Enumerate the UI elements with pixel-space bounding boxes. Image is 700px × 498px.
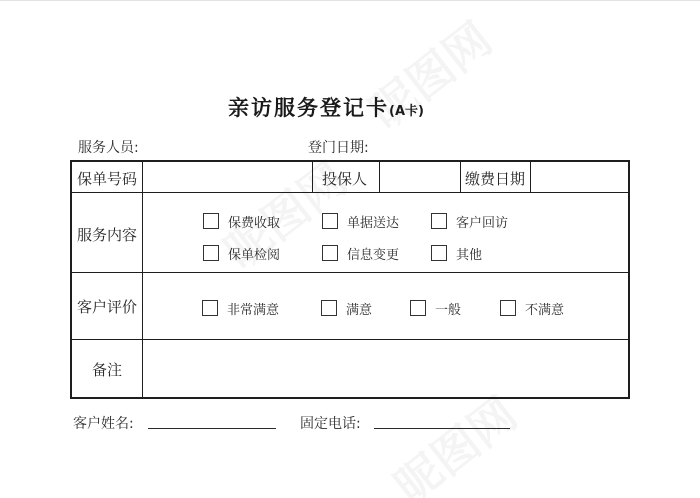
checkbox[interactable] [321,300,337,316]
customer-name-label: 客户姓名: [73,416,134,432]
policy-number-field[interactable] [144,164,310,190]
option-label: 信息变更 [347,247,400,263]
row1-divider [379,162,380,192]
checkbox[interactable] [203,245,219,261]
policyholder-field[interactable] [381,164,458,190]
row1-divider [530,162,531,192]
checkbox[interactable] [410,300,426,316]
service-option-premium-collection[interactable] [203,211,280,231]
customer-evaluation-label: 客户评价 [77,298,138,316]
option-label: 非常满意 [227,302,280,318]
checkbox[interactable] [322,245,338,261]
service-staff-label: 服务人员: [78,140,139,156]
policyholder-label: 投保人 [322,170,368,188]
service-option-other[interactable] [431,243,482,263]
remarks-field[interactable] [144,341,626,395]
row1-divider [312,162,313,192]
service-option-document-delivery[interactable] [322,211,399,231]
row1-divider [460,162,461,192]
registration-form-table [70,160,630,399]
card-title [228,92,424,122]
checkbox[interactable] [431,213,447,229]
evaluation-option-average[interactable] [410,298,461,318]
evaluation-option-satisfied[interactable] [321,298,372,318]
card-title-text: 亲访服务登记卡 [228,96,389,120]
option-label: 一般 [435,302,462,318]
page-top-rule [0,0,700,1]
option-label: 单据送达 [347,215,400,231]
option-label: 保费收取 [228,215,281,231]
payment-date-field[interactable] [532,164,626,190]
policy-number-label: 保单号码 [77,170,138,188]
remarks-label: 备注 [92,361,123,379]
row-divider [72,339,628,340]
option-label: 其他 [456,247,483,263]
option-label: 满意 [346,302,373,318]
row-divider [72,192,628,193]
checkbox[interactable] [500,300,516,316]
payment-date-label: 缴费日期 [465,170,526,188]
service-option-policy-review[interactable] [203,243,280,263]
evaluation-option-dissatisfied[interactable] [500,298,564,318]
checkbox[interactable] [202,300,218,316]
customer-name-fill-line[interactable] [148,428,276,429]
label-column-divider [142,162,143,397]
service-content-label: 服务内容 [77,226,138,244]
checkbox[interactable] [203,213,219,229]
phone-label: 固定电话: [300,416,361,432]
option-label: 客户回访 [456,215,509,231]
service-option-customer-follow-up[interactable] [431,211,508,231]
visit-date-label: 登门日期: [308,140,369,156]
phone-fill-line[interactable] [374,428,510,429]
row-divider [72,272,628,273]
option-label: 不满意 [525,302,565,318]
checkbox[interactable] [322,213,338,229]
service-option-info-change[interactable] [322,243,399,263]
evaluation-option-very-satisfied[interactable] [202,298,279,318]
checkbox[interactable] [431,245,447,261]
card-title-suffix: (A卡) [389,104,424,119]
option-label: 保单检阅 [228,247,281,263]
